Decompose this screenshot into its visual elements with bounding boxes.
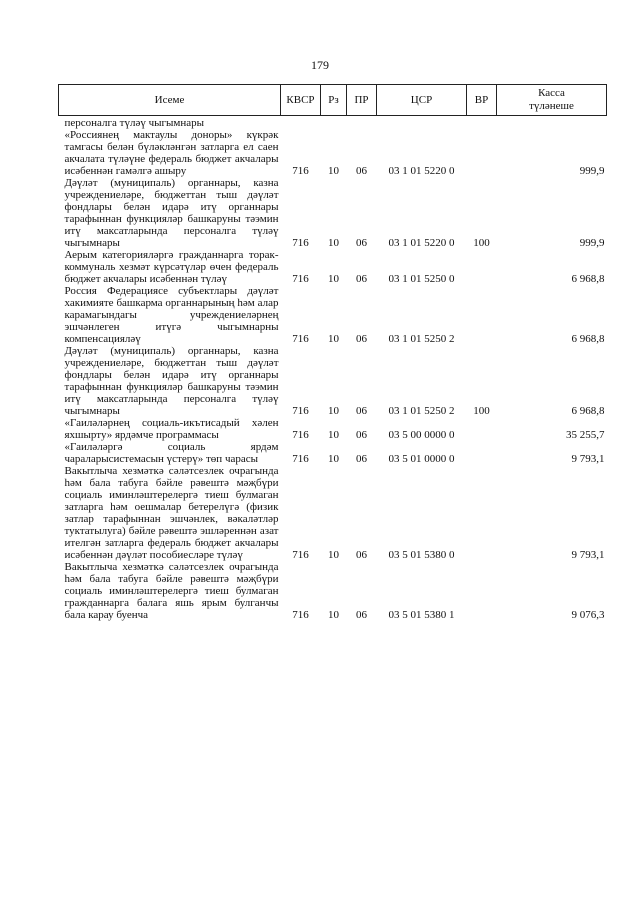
table-row	[59, 561, 607, 621]
row-name: Вакытлыча хезмәткә сәләтсезлек очрагында һәм бала табуга бәйле рәвештә мәҗбүри социаль иминләштерелергә тиеш булмаган затларга һәм оешмалар бетерелүгә (физик затлар тарафыннан эшчәнлек, вәкаләтләр туктатылуга) бәйле рәвештә эшләреннән азат ителгән затларга федераль бюджет акчалары исәбеннән дәүләт пособиесләре түләү	[64, 465, 279, 561]
page-number: 179	[311, 58, 329, 72]
row-pr: 06	[356, 609, 367, 621]
row-amount: 9 793,1	[571, 453, 605, 465]
row-pr: 06	[356, 549, 367, 561]
row-rz: 10	[328, 165, 339, 177]
row-pr: 06	[356, 405, 367, 417]
table-header-row	[59, 85, 607, 116]
row-csr	[377, 116, 467, 130]
table-row	[59, 465, 607, 561]
row-csr: 03 5 01 5380 0	[388, 549, 455, 561]
header-rz: Рз	[321, 85, 347, 116]
row-name: Аерым категорияләргә гражданнарга торак-коммуналь хезмәт күрсәтүләр өчен федераль бюджет акчалары исәбеннән түләү	[64, 249, 279, 285]
table-row	[59, 285, 607, 345]
header-csr: ЦСР	[377, 85, 467, 116]
row-kvsr	[281, 116, 321, 130]
row-name: «Гаиләләргә социаль ярдәм чараларысистемасын үстерү» төп чарасы	[64, 441, 279, 465]
row-csr: 03 1 01 5220 0	[388, 237, 455, 249]
row-rz: 10	[328, 405, 339, 417]
row-kvsr: 716	[292, 165, 309, 177]
row-rz: 10	[328, 273, 339, 285]
row-name: Вакытлыча хезмәткә сәләтсезлек очрагында һәм бала табуга бәйле рәвештә мәҗбүри социаль иминләштерелергә тиеш булмаган гражданнарга балага яшь ярым булганчы бала карау буенча	[64, 561, 279, 621]
row-vr	[467, 249, 497, 285]
row-amount: 9 793,1	[571, 549, 605, 561]
row-pr: 06	[356, 165, 367, 177]
row-csr: 03 5 01 5380 1	[388, 609, 455, 621]
row-amount: 9 076,3	[571, 609, 605, 621]
table-row	[59, 129, 607, 177]
row-csr: 03 1 01 5250 0	[388, 273, 455, 285]
row-vr	[467, 465, 497, 561]
row-csr: 03 5 01 0000 0	[388, 453, 455, 465]
row-csr: 03 1 01 5220 0	[388, 165, 455, 177]
row-pr: 06	[356, 237, 367, 249]
row-rz: 10	[328, 609, 339, 621]
row-amount: 6 968,8	[571, 273, 605, 285]
header-pr: ПР	[347, 85, 377, 116]
row-rz: 10	[328, 237, 339, 249]
row-pr: 06	[356, 453, 367, 465]
row-vr	[467, 285, 497, 345]
header-kassa	[497, 85, 607, 116]
row-pr: 06	[356, 333, 367, 345]
row-vr	[467, 441, 497, 465]
table-row	[59, 417, 607, 441]
header-name: Исеме	[59, 85, 281, 116]
row-name: Россия Федерациясе субъектлары дәүләт хакимияте башкарма органнарының һәм алар карамагындагы учреждениеләрнең эшчәнлеген итүгә чыгымнарны компенсацияләү	[64, 285, 279, 345]
budget-table	[58, 84, 607, 621]
row-kvsr: 716	[292, 333, 309, 345]
row-pr: 06	[356, 429, 367, 441]
row-name: Дәүләт (муниципаль) органнары, казна учреждениеләре, бюджеттан тыш дәүләт фондлары белән идарә итү органнары тарафыннан функцияләр башкаруны тәэмин итү максатларында персоналга түләү чыгымнары	[64, 177, 279, 249]
row-rz: 10	[328, 453, 339, 465]
row-kvsr: 716	[292, 549, 309, 561]
row-amount: 6 968,8	[571, 405, 605, 417]
row-csr: 03 1 01 5250 2	[388, 333, 455, 345]
row-kvsr: 716	[292, 237, 309, 249]
row-vr	[467, 129, 497, 177]
row-amount: 6 968,8	[571, 333, 605, 345]
header-vr: ВР	[467, 85, 497, 116]
row-rz: 10	[328, 333, 339, 345]
table-row	[59, 249, 607, 285]
row-vr	[467, 116, 497, 130]
table-row	[59, 345, 607, 417]
table-row	[59, 441, 607, 465]
row-pr	[347, 116, 377, 130]
row-kvsr: 716	[292, 453, 309, 465]
row-amount	[497, 116, 607, 130]
row-amount: 999,9	[579, 237, 605, 249]
header-kvsr: КВСР	[281, 85, 321, 116]
row-vr: 100	[473, 237, 490, 249]
row-amount: 35 255,7	[566, 429, 605, 441]
row-rz: 10	[328, 549, 339, 561]
row-csr: 03 1 01 5250 2	[388, 405, 455, 417]
row-rz: 10	[328, 429, 339, 441]
row-kvsr: 716	[292, 609, 309, 621]
row-name: персоналга түләү чыгымнары	[64, 117, 205, 129]
row-vr: 100	[473, 405, 490, 417]
row-vr	[467, 561, 497, 621]
header-kassa-line1: Касса	[538, 87, 565, 99]
row-kvsr: 716	[292, 405, 309, 417]
header-kassa-line2: түләнеше	[529, 100, 574, 112]
row-kvsr: 716	[292, 429, 309, 441]
row-name: Дәүләт (муниципаль) органнары, казна учреждениеләре, бюджеттан тыш дәүләт фондлары белән идарә итү органнары тарафыннан функцияләр башкаруны тәэмин итү максатларында персоналга түләү чыгымнары	[64, 345, 279, 417]
table-row	[59, 116, 607, 130]
row-pr: 06	[356, 273, 367, 285]
row-rz	[321, 116, 347, 130]
row-csr: 03 5 00 0000 0	[388, 429, 455, 441]
row-kvsr: 716	[292, 273, 309, 285]
row-name: «Гаиләләрнең социаль-икътисадый хәлен яхшырту» ярдәмче программасы	[64, 417, 279, 441]
row-name: «Россиянең мактаулы доноры» күкрәк тамгасы белән бүләкләнгән затларга ел саен акчалата түләүне федераль бюджет акчалары исәбеннән гамәлгә ашыру	[64, 129, 279, 177]
table-row	[59, 177, 607, 249]
row-amount: 999,9	[579, 165, 605, 177]
row-vr	[467, 417, 497, 441]
